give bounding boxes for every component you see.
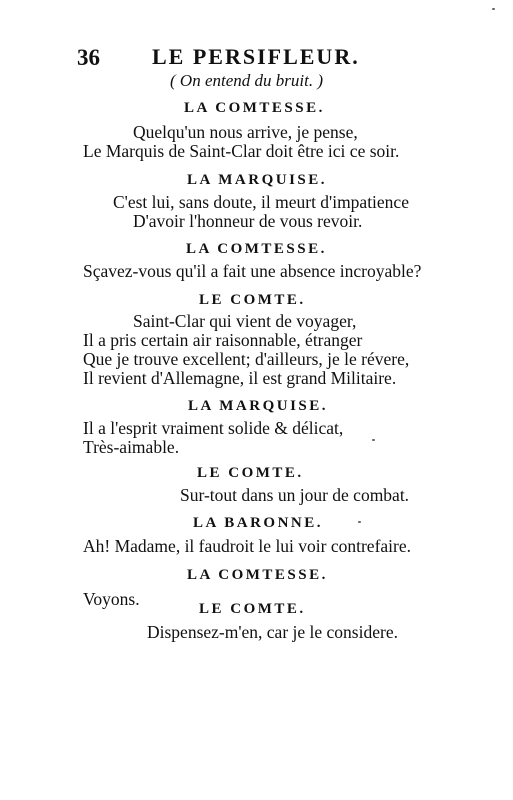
ink-speck	[372, 439, 375, 441]
verse-line: Sçavez-vous qu'il a fait une absence incroyable?	[83, 261, 422, 281]
verse-line: Que je trouve excellent; d'ailleurs, je le révere,	[83, 349, 410, 369]
page-number: 36	[77, 45, 100, 70]
verse-line: Dispensez-m'en, car je le considere.	[147, 622, 398, 642]
verse-line: Voyons.	[83, 589, 140, 609]
speaker-name: LE COMTE.	[197, 465, 304, 481]
verse-line: Il a pris certain air raisonnable, étranger	[83, 330, 363, 350]
verse-line: D'avoir l'honneur de vous revoir.	[133, 211, 363, 231]
speaker-name: LA COMTESSE.	[184, 100, 325, 116]
verse-line: Le Marquis de Saint-Clar doit être ici ce soir.	[83, 141, 400, 161]
speaker-name: LE COMTE.	[199, 292, 306, 308]
verse-line: Très-aimable.	[83, 437, 180, 457]
verse-line: C'est lui, sans doute, il meurt d'impatience	[113, 192, 409, 212]
speaker-name: LE COMTE.	[199, 601, 306, 617]
ink-speck	[492, 8, 495, 10]
speaker-name: LA COMTESSE.	[186, 241, 327, 257]
ink-speck	[358, 521, 361, 523]
verse-line: Ah! Madame, il faudroit le lui voir contrefaire.	[83, 536, 412, 556]
stage-direction: ( On entend du bruit. )	[170, 71, 323, 90]
verse-line: Il a l'esprit vraiment solide & délicat,	[83, 418, 344, 438]
verse-line: Il revient d'Allemagne, il est grand Militaire.	[83, 368, 397, 388]
speaker-name: LA MARQUISE.	[187, 172, 328, 188]
verse-line: Sur-tout dans un jour de combat.	[180, 485, 410, 505]
verse-line: Quelqu'un nous arrive, je pense,	[133, 122, 358, 142]
running-title: LE PERSIFLEUR.	[152, 44, 360, 69]
speaker-name: LA MARQUISE.	[188, 398, 329, 414]
speaker-name: LA BARONNE.	[193, 515, 324, 531]
verse-line: Saint-Clar qui vient de voyager,	[133, 311, 357, 331]
speaker-name: LA COMTESSE.	[187, 567, 328, 583]
